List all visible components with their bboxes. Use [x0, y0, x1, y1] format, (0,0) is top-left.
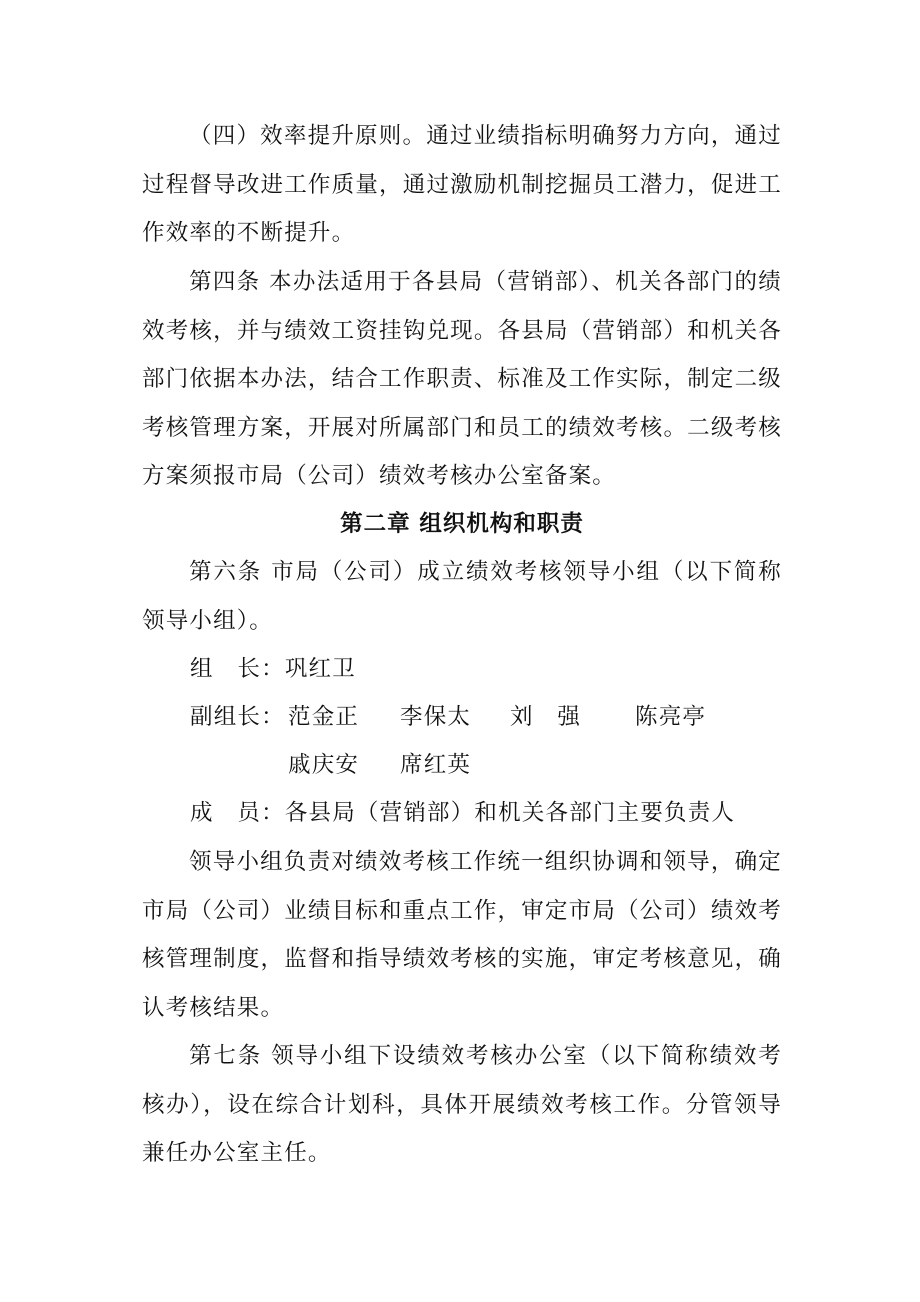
deputy-name: 席红英	[400, 752, 472, 778]
paragraph-leadership-duties: 领导小组负责对绩效考核工作统一组织协调和领导，确定市局（公司）业绩目标和重点工作，审定市局（公司）绩效考核管理制度，监督和指导绩效考核的实施，审定考核意见，确认考核结果。	[142, 849, 782, 1021]
members-row	[190, 789, 735, 837]
members-label: 成 员：	[190, 800, 285, 826]
deputy-name: 刘 强	[510, 704, 582, 730]
members-text: 各县局（营销部）和机关各部门主要负责人	[284, 800, 736, 826]
paragraph-article-6: 第六条 市局（公司）成立绩效考核领导小组（以下简称领导小组）。	[142, 559, 782, 634]
leader-name: 巩红卫	[284, 656, 356, 682]
paragraph-article-4: 第四条 本办法适用于各县局（营销部）、机关各部门的绩效考核，并与绩效工资挂钩兑现。各县局（营销部）和机关各部门依据本办法，结合工作职责、标准及工作实际，制定二级考核管理方案，开展对所属部门和员工的绩效考核。二级考核方案须报市局（公司）绩效考核办公室备案。	[142, 269, 782, 489]
leader-label: 组 长：	[190, 656, 285, 682]
paragraph-efficiency-principle: （四）效率提升原则。通过业绩指标明确努力方向，通过过程督导改进工作质量，通过激励机制挖掘员工潜力，促进工作效率的不断提升。	[142, 123, 782, 246]
deputy-name: 戚庆安	[288, 752, 360, 778]
deputy-name: 范金正	[288, 704, 360, 730]
leader-row	[190, 645, 356, 693]
deputy-name: 陈亮亭	[635, 704, 707, 730]
deputy-name: 李保太	[400, 704, 472, 730]
deputy-row-2	[190, 741, 750, 789]
paragraph-article-7: 第七条 领导小组下设绩效考核办公室（以下简称绩效考核办），设在综合计划科，具体开展绩效考核工作。分管领导兼任办公室主任。	[142, 1043, 782, 1166]
deputy-label: 副组长：	[190, 704, 285, 730]
deputy-row	[190, 693, 750, 741]
chapter-heading: 第二章 组织机构和职责	[340, 511, 584, 537]
